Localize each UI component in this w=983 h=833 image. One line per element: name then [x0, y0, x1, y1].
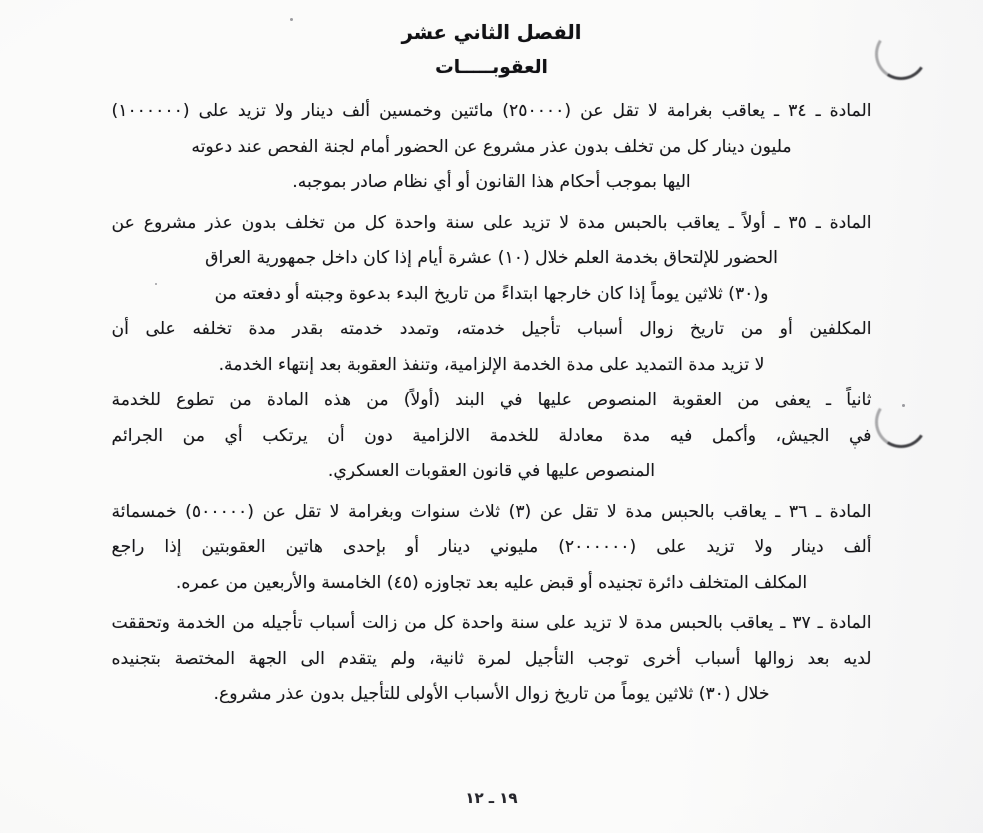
- article-36-line-2: ألف دينار ولا تزيد على (٢٠٠٠٠٠٠) مليوني دينار أو بإحدى هاتين العقوبتين إذا راجع: [111, 537, 872, 557]
- article-36: [112, 495, 872, 602]
- article-35: [112, 206, 872, 490]
- article-34: [112, 94, 872, 201]
- document-body: [112, 90, 872, 713]
- article-37-line-3: خلال (٣٠) ثلاثين يوماً من تاريخ زوال الأسباب الأولى للتأجيل بدون عذر مشروع.: [213, 684, 770, 704]
- article-35-line-3: و(٣٠) ثلاثين يوماً إذا كان خارجها ابتداءً من تاريخ البدء بدعوة وجبته أو دفعته من: [214, 283, 769, 304]
- document-heading: [0, 0, 983, 82]
- article-34-line-2: مليون دينار كل من تخلف بدون عذر مشروع عن الحضور أمام لجنة الفحص عند دعوته: [191, 136, 792, 157]
- article-34-line-3: اليها بموجب أحكام هذا القانون أو أي نظام صادر بموجبه.: [292, 172, 691, 192]
- article-35-line-5: لا تزيد مدة التمديد على مدة الخدمة الإلزامية، وتنفذ العقوبة بعد إنتهاء الخدمة.: [218, 354, 765, 375]
- article-37: [112, 606, 872, 713]
- article-36-line-3: المكلف المتخلف دائرة تجنيده أو قبض عليه بعد تجاوزه (٤٥) الخامسة والأربعين من عمره.: [175, 572, 808, 593]
- article-35-line-4: المكلفين أو من تاريخ زوال أسباب تأجيل خدمته، وتمدد خدمته بقدر مدة تخلفه على أن: [111, 319, 872, 339]
- page-number: ١٩ ـ ١٢: [465, 789, 518, 807]
- article-36-line-1: المادة ـ ٣٦ ـ يعاقب بالحبس مدة لا تقل عن (٣) ثلاث سنوات وبغرامة لا تقل عن (٥٠٠٠٠٠) خمسمائة: [111, 501, 872, 522]
- article-35-line-8: المنصوص عليها في قانون العقوبات العسكري.: [327, 461, 656, 481]
- article-35-line-1: المادة ـ ٣٥ ـ أولاً ـ يعاقب بالحبس مدة لا تزيد على سنة واحدة كل من تخلف بدون عذر مشروع عن: [111, 212, 872, 233]
- binder-hole-shadow-icon: [870, 391, 932, 453]
- article-35-line-6: ثانياً ـ يعفى من العقوبة المنصوص عليها في البند (أولاً) من هذه المادة من تطوع للخدمة: [111, 390, 872, 410]
- scan-speck: [902, 404, 905, 407]
- article-35-line-7: في الجيش، وأكمل فيه مدة معادلة للخدمة الالزامية دون أن يرتكب أي من الجرائم: [111, 425, 872, 446]
- article-34-line-1: المادة ـ ٣٤ ـ يعاقب بغرامة لا تقل عن (٢٥٠٠٠٠) مائتين وخمسين ألف دينار ولا تزيد على (١٠٠٠٠٠٠): [111, 101, 872, 121]
- article-37-line-1: المادة ـ ٣٧ ـ يعاقب بالحبس مدة لا تزيد على سنة واحدة كل من زالت أسباب تأجيله من الخدمة وتحققت: [111, 613, 872, 633]
- section-title: العقوبـــــات: [435, 57, 548, 79]
- article-35-line-2: الحضور للإلتحاق بخدمة العلم خلال (١٠) عشرة أيام إذا كان داخل جمهورية العراق: [205, 248, 778, 268]
- article-37-line-2: لديه بعد زوالها أسباب أخرى توجب التأجيل لمرة ثانية، ولم يتقدم الى الجهة المختصة بتجنيده: [111, 648, 872, 669]
- chapter-title: الفصل الثاني عشر: [401, 21, 582, 44]
